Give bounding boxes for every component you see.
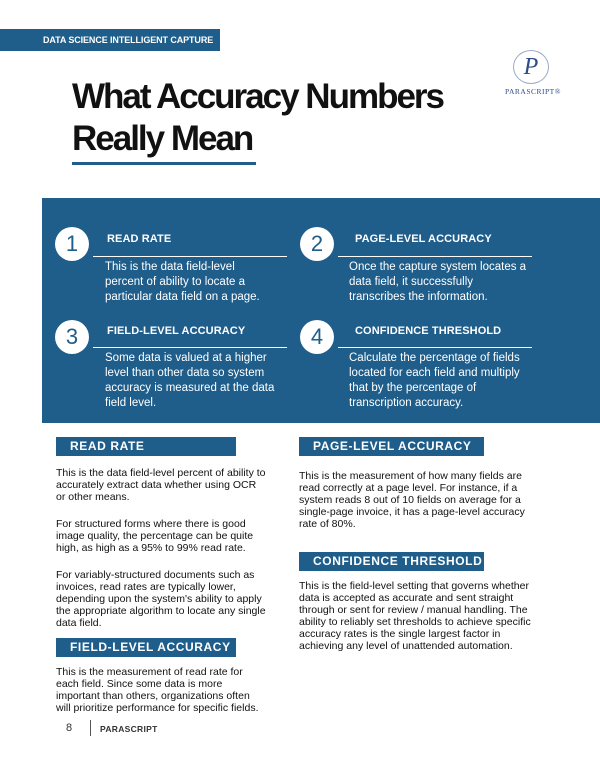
title-line-1: What Accuracy Numbers: [72, 77, 443, 116]
read-rate-paragraph-3: For variably-structured documents such as invoices, read rates are typically lower, depending upon the system's ability to apply the appropriate algorithm to locate any single data field.: [56, 569, 266, 629]
footer-divider: [90, 720, 91, 736]
read-rate-paragraph-1: This is the data field-level percent of ability to accurately extract data whether using OCR or other means.: [56, 467, 266, 503]
header-band: DATA SCIENCE INTELLIGENT CAPTURE: [0, 29, 220, 51]
panel-divider-3: [93, 347, 287, 348]
parascript-logo: [503, 50, 563, 102]
panel-divider-4: [338, 347, 532, 348]
title-line-2: Really Mean: [72, 119, 253, 158]
read-rate-paragraph-2: For structured forms where there is good image quality, the percentage can be quite high, as high as a 95% to 99% read rate.: [56, 518, 254, 554]
number-badge-4: 4: [300, 320, 334, 354]
field-level-paragraph: This is the measurement of read rate for each field. Since some data is more important than others, organizations often will prioritize performance for specific fields.: [56, 666, 259, 714]
page-title: [72, 76, 492, 160]
section-tag-page-level: PAGE-LEVEL ACCURACY: [299, 437, 484, 456]
panel-text-read-rate: This is the data field-level percent of ability to locate a particular data field on a page.: [105, 261, 260, 303]
logo-text: PARASCRIPT®: [505, 87, 561, 96]
panel-text-field-level: Some data is valued at a higher level than other data so system accuracy is measured at the data field level.: [105, 352, 275, 409]
section-tag-field-level: FIELD-LEVEL ACCURACY: [56, 638, 236, 657]
section-tag-read-rate: READ RATE: [56, 437, 236, 456]
number-badge-1: 1: [55, 227, 89, 261]
panel-heading-page-level: PAGE-LEVEL ACCURACY: [355, 233, 492, 245]
logo-mark-icon: P: [513, 50, 549, 84]
page-level-paragraph: This is the measurement of how many fields are read correctly at a page level. For instance, if a system reads 8 out of 10 fields on average for a single-page invoice, it has a page-level accuracy rate of 80%.: [299, 470, 525, 530]
panel-heading-confidence: CONFIDENCE THRESHOLD: [355, 325, 502, 337]
panel-heading-read-rate: READ RATE: [107, 233, 172, 245]
number-badge-2: 2: [300, 227, 334, 261]
section-tag-confidence: CONFIDENCE THRESHOLD: [299, 552, 484, 571]
confidence-paragraph: This is the field-level setting that governs whether data is accepted as accurate and sent straight through or sent for review / manual handling. The ability to reliably set thresholds to achieve specific accuracy rates is the single largest factor in achieving any level of unattended automation.: [299, 580, 531, 652]
page-number: 8: [66, 722, 73, 734]
panel-divider-1: [93, 256, 287, 257]
panel-divider-2: [338, 256, 532, 257]
panel-text-confidence: Calculate the percentage of fields located for each field and multiply that by the percentage of transcription accuracy.: [349, 352, 520, 409]
panel-heading-field-level: FIELD-LEVEL ACCURACY: [107, 325, 246, 337]
title-underline: [72, 162, 256, 165]
footer-brand: PARASCRIPT: [100, 724, 158, 734]
number-badge-3: 3: [55, 320, 89, 354]
panel-text-page-level: Once the capture system locates a data field, it successfully transcribes the information.: [349, 261, 527, 303]
